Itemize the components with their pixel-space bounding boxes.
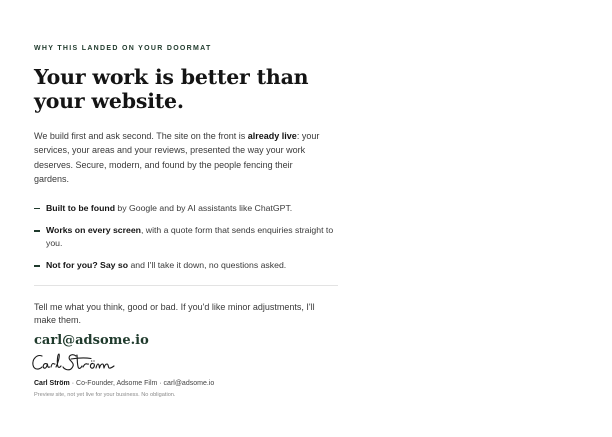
byline-details: · Co-Founder, Adsome Film · carl@adsome.io (69, 380, 215, 387)
intro-text-bold: already live (247, 131, 297, 141)
fine-print: Preview site, not yet live for your business. No obligation. (34, 392, 176, 398)
bullet-text: by Google and by AI assistants like ChatGPT. (115, 202, 293, 213)
list-item (34, 259, 338, 272)
bullet-bold: Not for you? Say so (46, 260, 129, 271)
section-divider (34, 285, 338, 286)
byline-name: Carl Ström (34, 380, 70, 387)
benefit-list (34, 202, 338, 272)
bullet-text: , with a quote form that sends enquiries straight to you. (46, 225, 334, 248)
eyebrow-label: WHY THIS LANDED ON YOUR DOORMAT (34, 45, 212, 52)
page-title (34, 65, 338, 113)
intro-paragraph (34, 129, 324, 187)
headline-line-2: your website. (34, 89, 184, 113)
list-item (34, 202, 338, 215)
email-link[interactable]: carl@adsome.io (34, 333, 149, 348)
bullet-bold: Works on every screen (46, 225, 141, 236)
handwritten-signature (30, 351, 130, 375)
headline-line-1: Your work is better than (34, 65, 309, 89)
letter-content (34, 44, 338, 399)
dash-icon (34, 265, 40, 266)
bullet-text: and I'll take it down, no questions asked. (128, 260, 287, 271)
dash-icon (34, 230, 40, 231)
intro-text-before: We build first and ask second. The site on the front is (34, 131, 248, 141)
feedback-note: Tell me what you think, good or bad. If you'd like minor adjustments, I'll make them. (34, 302, 315, 325)
dash-icon (34, 208, 40, 209)
signature-byline (34, 379, 338, 389)
list-item (34, 224, 338, 249)
bullet-bold: Built to be found (46, 202, 115, 213)
intro-text-after: : your services, your areas and your reviews, presented the way your work deserves. Secure, modern, and found by the people fencing their gardens. (34, 131, 320, 185)
